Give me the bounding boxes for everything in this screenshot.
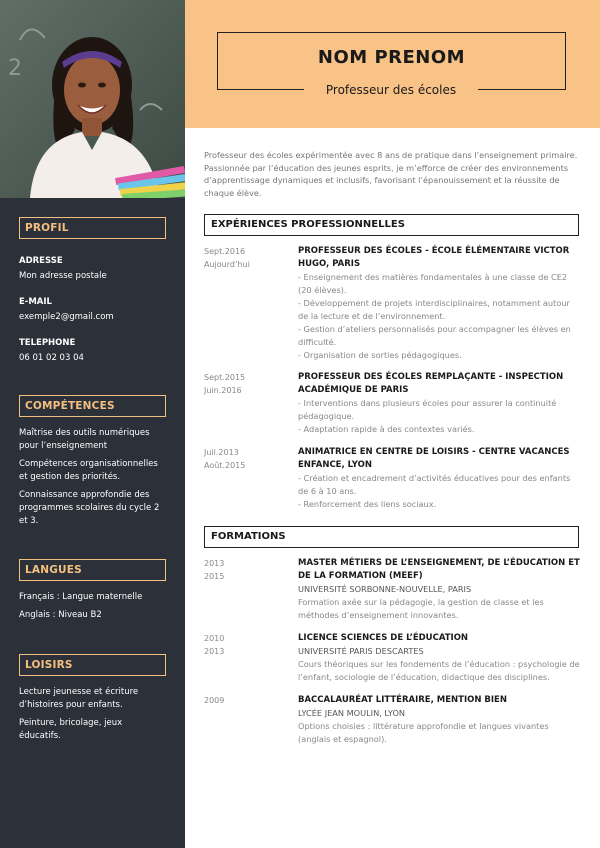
phone-label: TELEPHONE — [19, 338, 76, 348]
langues-title: LANGUES — [19, 559, 166, 581]
job-title: Professeur des écoles — [304, 80, 478, 100]
formation-desc: Options choisies : littérature approfondie et langues vivantes (anglais et espagnol). — [298, 721, 549, 744]
formation-school: UNIVERSITÉ PARIS DESCARTES — [298, 646, 424, 656]
date-start: 2010 — [204, 634, 225, 643]
loisirs-section — [19, 654, 166, 748]
date-start: 2009 — [204, 696, 225, 705]
address-value: Mon adresse postale — [19, 271, 107, 281]
date-start: 2013 — [204, 559, 225, 568]
formation-desc: Formation axée sur la pédagogie, la gestion de classe et les méthodes d’enseignement innovantes. — [298, 597, 544, 620]
langue-item: Français : Langue maternelle — [19, 592, 143, 602]
profil-section — [19, 217, 166, 363]
experience-dates — [204, 446, 294, 472]
competences-section — [19, 395, 166, 533]
langue-item: Anglais : Niveau B2 — [19, 610, 102, 620]
date-end: Juin.2016 — [204, 386, 242, 395]
formation-desc: Cours théoriques sur les fondements de l’éducation : psychologie de l’enfant, sociologie de l’éducation, didactique des disciplines. — [298, 659, 580, 682]
experience-line: - Interventions dans plusieurs écoles pour assurer la continuité pédagogique. — [298, 398, 557, 421]
date-end: 2015 — [204, 572, 225, 581]
experience-title: PROFESSEUR DES ÉCOLES REMPLAÇANTE - INSPECTION ACADÉMIQUE DE PARIS — [298, 372, 564, 395]
formation-content — [298, 632, 580, 684]
phone-value: 06 01 02 03 04 — [19, 353, 84, 363]
formation-dates — [204, 694, 294, 707]
competences-title: COMPÉTENCES — [19, 395, 166, 417]
email-label: E-MAIL — [19, 297, 52, 307]
langues-section — [19, 559, 166, 627]
formations-title: FORMATIONS — [204, 526, 579, 548]
date-start: Juil.2013 — [204, 448, 239, 457]
experience-title: PROFESSEUR DES ÉCOLES - ÉCOLE ÉLÉMENTAIRE VICTOR HUGO, PARIS — [298, 246, 570, 269]
loisirs-title: LOISIRS — [19, 654, 166, 676]
experiences-title: EXPÉRIENCES PROFESSIONNELLES — [204, 214, 579, 236]
experience-line: - Développement de projets interdisciplinaires, notamment autour de la lecture et de l’environnement. — [298, 298, 570, 321]
experience-line: - Création et encadrement d’activités éducatives pour des enfants de 6 à 10 ans. — [298, 473, 571, 496]
date-start: Sept.2015 — [204, 373, 246, 382]
experience-title: ANIMATRICE EN CENTRE DE LOISIRS - CENTRE VACANCES ENFANCE, LYON — [298, 447, 570, 470]
intro-summary: Professeur des écoles expérimentée avec 8 ans de pratique dans l’enseignement primaire. Passionnée par l’éducation des jeunes esprits, je m’efforce de créer des environnements d’apprentissage dynamiques et inclusifs, favorisant l’épanouissement et la réussite de chaque élève. — [204, 150, 578, 198]
formation-title: MASTER MÉTIERS DE L’ENSEIGNEMENT, DE L’ÉDUCATION ET DE LA FORMATION (MEEF) — [298, 558, 580, 581]
formation-content — [298, 557, 580, 622]
experience-line: - Adaptation rapide à des contextes variés. — [298, 424, 475, 434]
formation-title: LICENCE SCIENCES DE L’ÉDUCATION — [298, 633, 469, 643]
formation-title: BACCALAURÉAT LITTÉRAIRE, MENTION BIEN — [298, 695, 507, 705]
experience-content — [298, 446, 580, 511]
date-end: Aujourd’hui — [204, 260, 250, 269]
formation-school: UNIVERSITÉ SORBONNE-NOUVELLE, PARIS — [298, 584, 472, 594]
experience-line: - Organisation de sorties pédagogiques. — [298, 350, 462, 360]
formation-content — [298, 694, 580, 746]
sidebar — [0, 0, 185, 848]
experience-content — [298, 245, 580, 362]
date-start: Sept.2016 — [204, 247, 246, 256]
date-end: 2013 — [204, 647, 225, 656]
experience-dates — [204, 371, 294, 397]
profile-photo — [0, 0, 185, 198]
experience-line: - Renforcement des liens sociaux. — [298, 499, 437, 509]
email-value: exemple2@gmail.com — [19, 312, 114, 322]
formation-school: LYCÉE JEAN MOULIN, LYON — [298, 708, 406, 718]
formation-dates — [204, 632, 294, 658]
date-end: Août.2015 — [204, 461, 246, 470]
experience-dates — [204, 245, 294, 271]
experience-content — [298, 371, 580, 436]
competence-item: Compétences organisationnelles et gestion des priorités. — [19, 459, 158, 482]
svg-text:2: 2 — [8, 56, 22, 81]
competence-item: Maîtrise des outils numériques pour l’enseignement — [19, 428, 150, 451]
candidate-name: NOM PRENOM — [317, 47, 466, 68]
address-label: ADRESSE — [19, 256, 63, 266]
loisir-item: Peinture, bricolage, jeux éducatifs. — [19, 718, 123, 741]
formation-dates — [204, 557, 294, 583]
experience-line: - Gestion d’ateliers personnalisés pour accompagner les élèves en difficulté. — [298, 324, 571, 347]
profil-title: PROFIL — [19, 217, 166, 239]
competence-item: Connaissance approfondie des programmes scolaires du cycle 2 et 3. — [19, 490, 160, 526]
portrait-image — [0, 0, 185, 198]
loisir-item: Lecture jeunesse et écriture d’histoires pour enfants. — [19, 687, 139, 710]
experience-line: - Enseignement des matières fondamentales à une classe de CE2 (20 élèves). — [298, 272, 568, 295]
